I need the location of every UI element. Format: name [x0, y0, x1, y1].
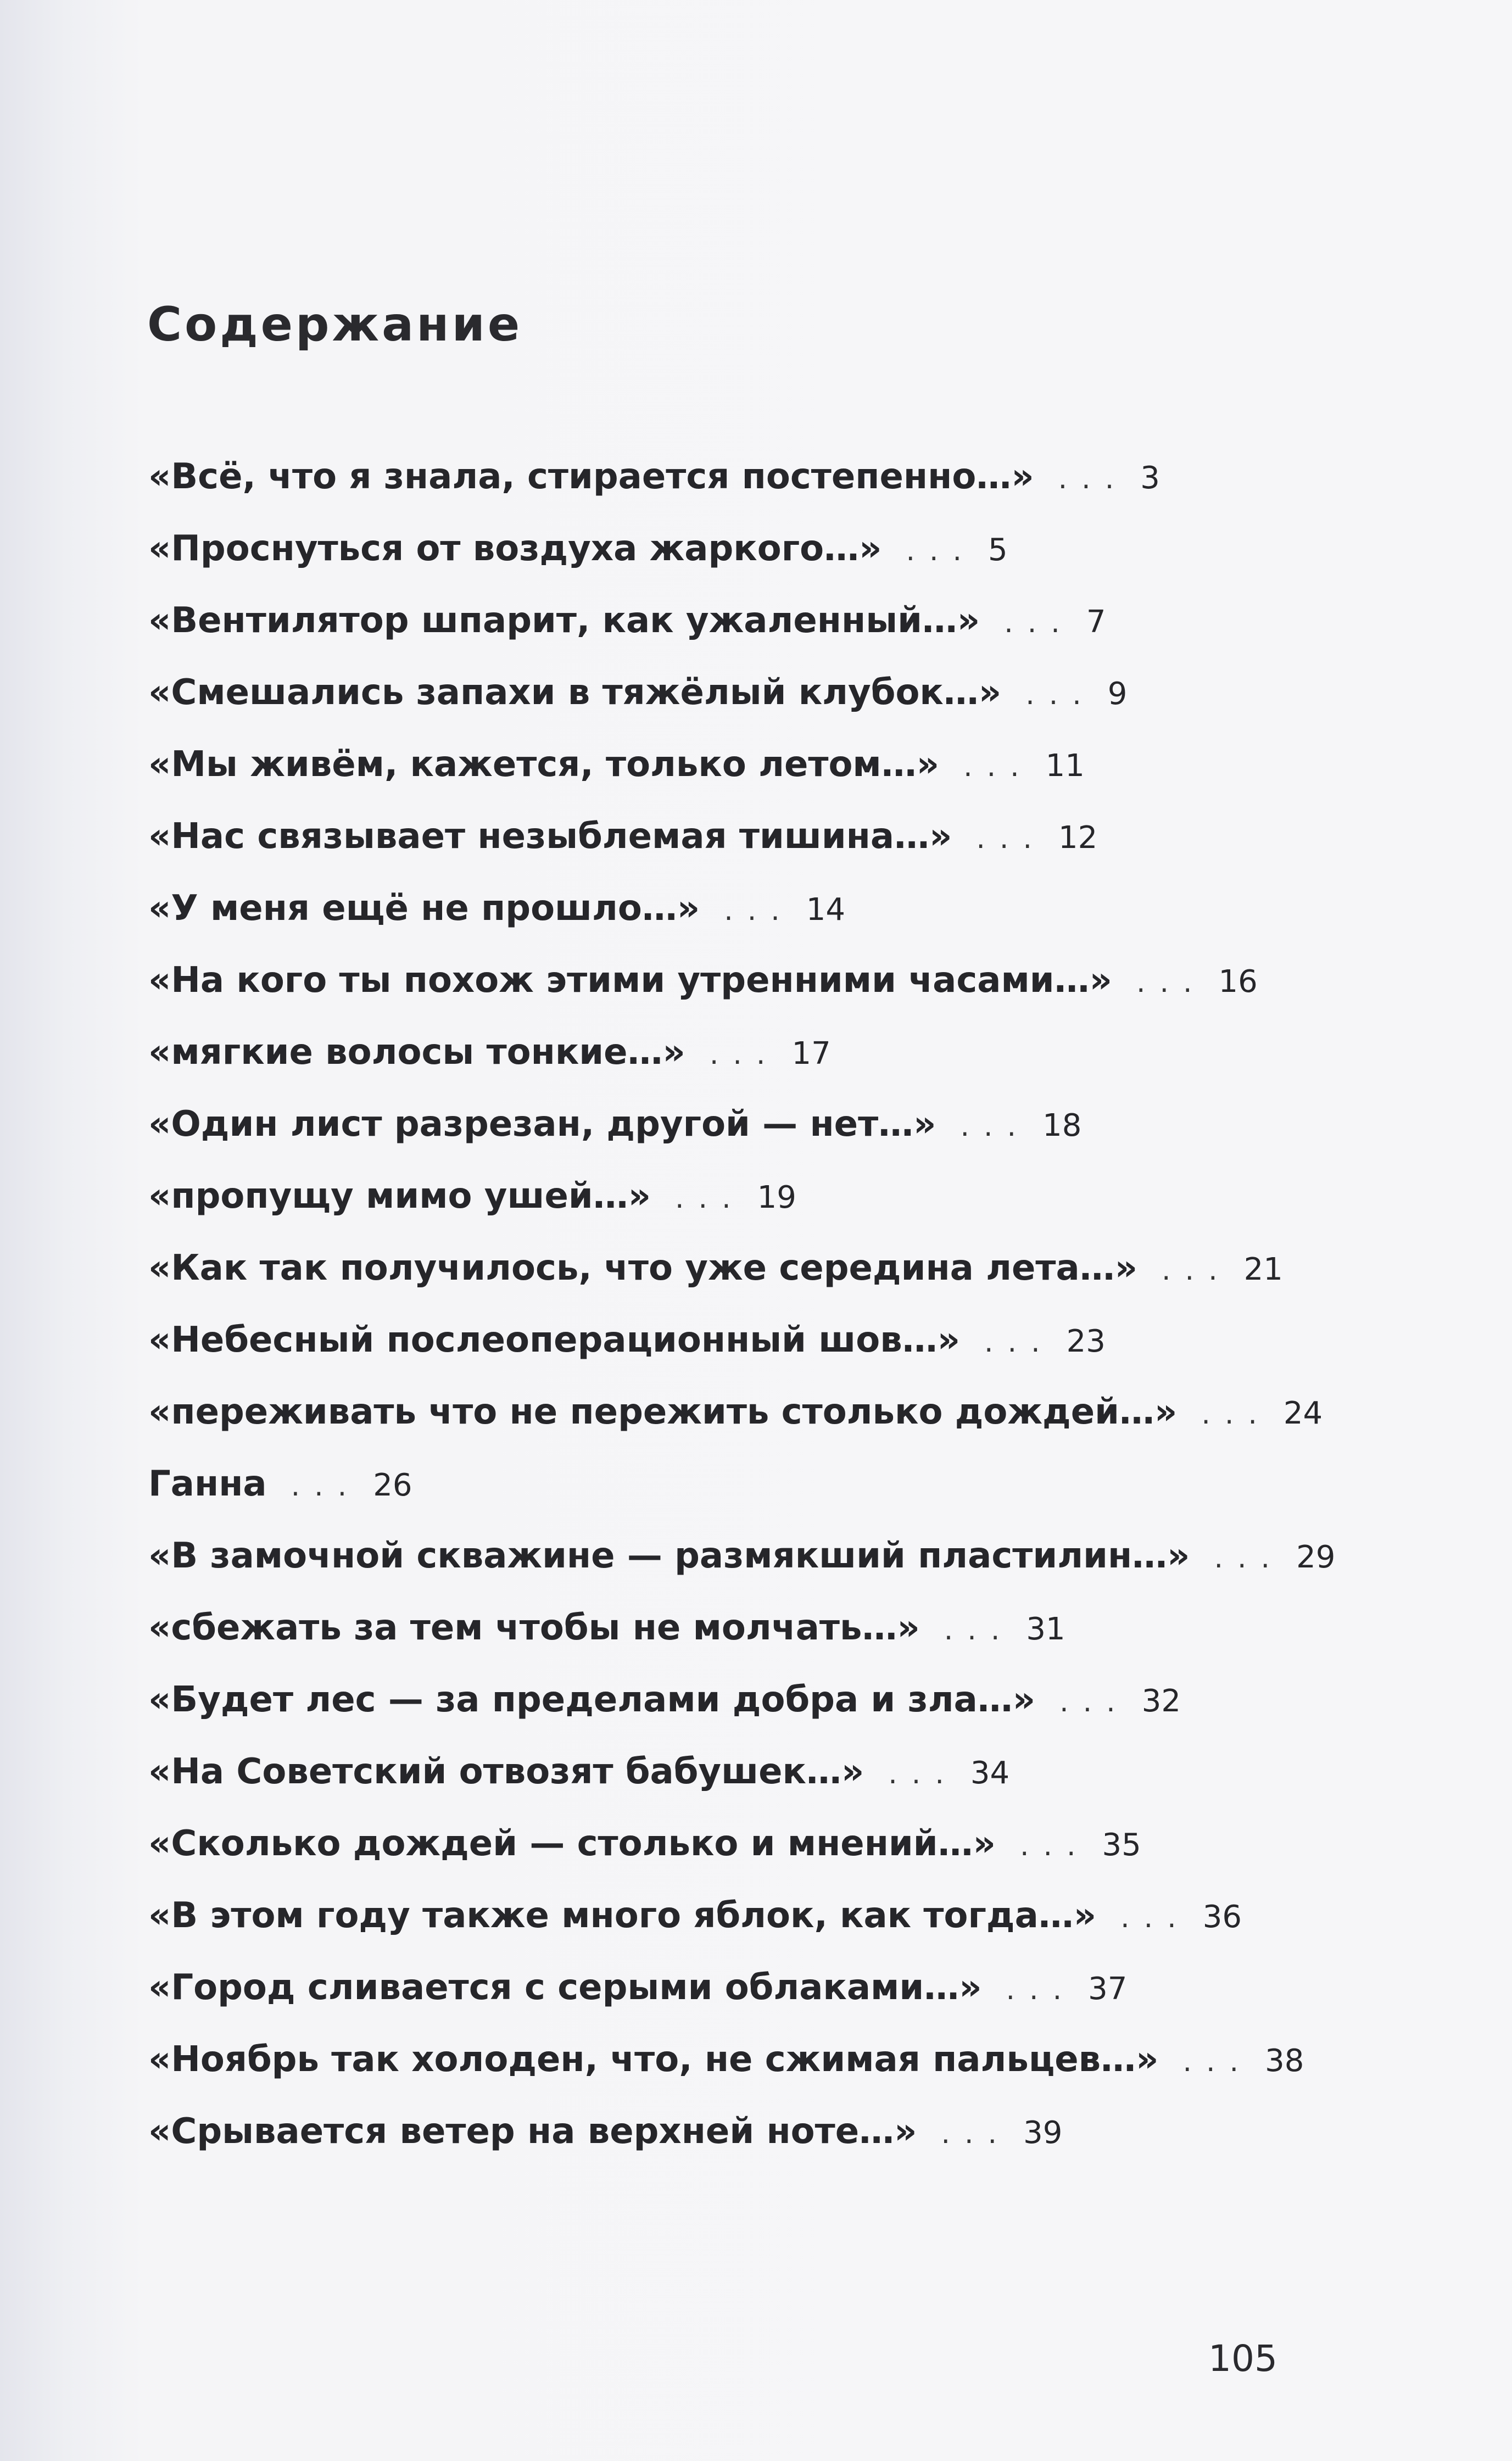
- toc-entry-title: «мягкие волосы тонкие…»: [148, 1032, 685, 1073]
- toc-entry: [148, 600, 1384, 675]
- toc-entry-title: «В этом году также много яблок, как тогда…»: [148, 1895, 1097, 1936]
- toc-leader-dots: ...: [906, 534, 977, 567]
- toc-entry: [148, 1538, 1384, 1610]
- toc-entry: [148, 2111, 1384, 2186]
- toc-entry-title: «Мы живём, кажется, только летом…»: [148, 744, 940, 785]
- toc-entry: [148, 1394, 1384, 1466]
- toc-entry-title: «На Советский отвозят бабушек…»: [148, 1751, 864, 1792]
- toc-entry-page: 36: [1202, 1899, 1242, 1935]
- toc-entry-title: «Город сливается с серыми облаками…»: [148, 1967, 982, 2008]
- toc-entry-page: 7: [1086, 604, 1106, 640]
- toc-entry-page: 21: [1243, 1252, 1283, 1287]
- toc-entry-title: «Сколько дождей — столько и мнений…»: [148, 1823, 996, 1864]
- toc-leader-dots: ...: [1162, 1254, 1232, 1287]
- toc-entry-page: 26: [373, 1467, 412, 1503]
- contents-heading: Содержание: [147, 297, 523, 352]
- toc-entry-page: 19: [757, 1180, 796, 1215]
- toc-entry-page: 24: [1283, 1396, 1323, 1431]
- toc-entry-page: 35: [1102, 1827, 1141, 1863]
- toc-entry-page: 32: [1141, 1683, 1181, 1719]
- toc-entry-page: 17: [791, 1036, 831, 1072]
- toc-leader-dots: ...: [1058, 462, 1129, 495]
- toc-entry-page: 34: [970, 1755, 1010, 1791]
- toc-entry: [148, 1751, 1384, 1826]
- toc-entry: [148, 1104, 1384, 1179]
- toc-leader-dots: ...: [944, 1614, 1014, 1647]
- toc-entry-page: 9: [1107, 676, 1128, 712]
- toc-entry-page: 5: [988, 532, 1008, 568]
- toc-entry-title: «Небесный послеоперационный шов…»: [148, 1320, 961, 1360]
- toc-entry-title: «Ноябрь так холоден, что, не сжимая пальцев…»: [148, 2039, 1159, 2080]
- toc-entry: [148, 2039, 1384, 2114]
- toc-entry-page: 3: [1140, 460, 1160, 496]
- toc-entry-title: «Нас связывает незыблемая тишина…»: [148, 816, 952, 857]
- toc-entry-page: 16: [1218, 964, 1258, 1000]
- toc-entry: [148, 672, 1384, 747]
- toc-entry: [148, 1176, 1384, 1251]
- toc-leader-dots: ...: [1182, 2045, 1253, 2078]
- toc-entry-title: «В замочной скважине — размякший пластилин…»: [148, 1536, 1190, 1576]
- page-number: 105: [1208, 2337, 1277, 2380]
- toc-leader-dots: ...: [963, 750, 1034, 783]
- toc-entry: [148, 888, 1384, 963]
- toc-leader-dots: ...: [709, 1038, 780, 1071]
- toc-leader-dots: ...: [984, 1326, 1055, 1359]
- toc-entry-title: «переживать что не пережить столько дождей…»: [148, 1392, 1178, 1432]
- toc-entry-title: «пропущу мимо ушей…»: [148, 1176, 651, 1216]
- toc-entry-title: «Один лист разрезан, другой — нет…»: [148, 1104, 936, 1145]
- toc-entry-title: «Будет лес — за пределами добра и зла…»: [148, 1679, 1036, 1720]
- toc-leader-dots: ...: [941, 2117, 1012, 2150]
- toc-leader-dots: ...: [1201, 1398, 1271, 1431]
- toc-entry-title: «На кого ты похож этими утренними часами…»: [148, 960, 1112, 1001]
- toc-entry-page: 31: [1026, 1611, 1065, 1647]
- toc-entry: [148, 456, 1384, 531]
- toc-entry-title: «Смешались запахи в тяжёлый клубок…»: [148, 672, 1002, 713]
- toc-entry: [148, 744, 1384, 819]
- toc-entry-title: «сбежать за тем чтобы не молчать…»: [148, 1608, 920, 1648]
- toc-entry-page: 38: [1265, 2043, 1304, 2079]
- toc-leader-dots: ...: [1136, 966, 1207, 999]
- toc-entry: [148, 1466, 1384, 1538]
- toc-entry: [148, 1895, 1384, 1970]
- toc-entry-title: «Всё, что я знала, стирается постепенно…»: [148, 456, 1034, 497]
- toc-entry-page: 18: [1042, 1108, 1082, 1143]
- toc-entry-page: 29: [1296, 1539, 1336, 1575]
- toc-entry-title: «Вентилятор шпарит, как ужаленный…»: [148, 600, 980, 641]
- toc-leader-dots: ...: [960, 1110, 1031, 1143]
- toc-entry: [148, 1967, 1384, 2042]
- toc-leader-dots: ...: [1059, 1686, 1130, 1718]
- toc-entry-page: 12: [1058, 820, 1098, 856]
- toc-entry: [148, 960, 1384, 1035]
- toc-leader-dots: ...: [675, 1182, 745, 1215]
- toc-entry-title: «У меня ещё не прошло…»: [148, 888, 700, 929]
- toc-leader-dots: ...: [976, 822, 1046, 855]
- toc-entry: [148, 816, 1384, 891]
- toc-entry: [148, 1679, 1384, 1754]
- toc-entry-title: «Как так получилось, что уже середина лета…»: [148, 1248, 1138, 1288]
- toc-entry-page: 23: [1066, 1324, 1106, 1359]
- toc-entry: [148, 1248, 1384, 1322]
- toc-entry-page: 39: [1023, 2115, 1063, 2151]
- toc-leader-dots: ...: [1214, 1542, 1285, 1575]
- toc-entry: [148, 1610, 1384, 1682]
- toc-entry-title: «Проснуться от воздуха жаркого…»: [148, 528, 882, 569]
- table-of-contents: [148, 456, 1384, 2186]
- toc-entry-page: 11: [1045, 748, 1085, 784]
- toc-leader-dots: ...: [1120, 1901, 1191, 1934]
- toc-leader-dots: ...: [1019, 1829, 1090, 1862]
- toc-leader-dots: ...: [888, 1757, 958, 1790]
- toc-leader-dots: ...: [1025, 678, 1096, 711]
- toc-entry-title: «Срывается ветер на верхней ноте…»: [148, 2111, 917, 2152]
- toc-entry: [148, 528, 1384, 603]
- toc-entry-title: Ганна: [148, 1464, 267, 1504]
- toc-leader-dots: ...: [1004, 606, 1074, 639]
- toc-leader-dots: ...: [724, 894, 794, 927]
- toc-entry: [148, 1032, 1384, 1107]
- toc-entry-page: 37: [1088, 1971, 1128, 2007]
- toc-leader-dots: ...: [1006, 1973, 1076, 2006]
- toc-entry: [148, 1322, 1384, 1394]
- toc-entry: [148, 1823, 1384, 1898]
- toc-leader-dots: ...: [291, 1470, 361, 1503]
- toc-entry-page: 14: [806, 892, 846, 928]
